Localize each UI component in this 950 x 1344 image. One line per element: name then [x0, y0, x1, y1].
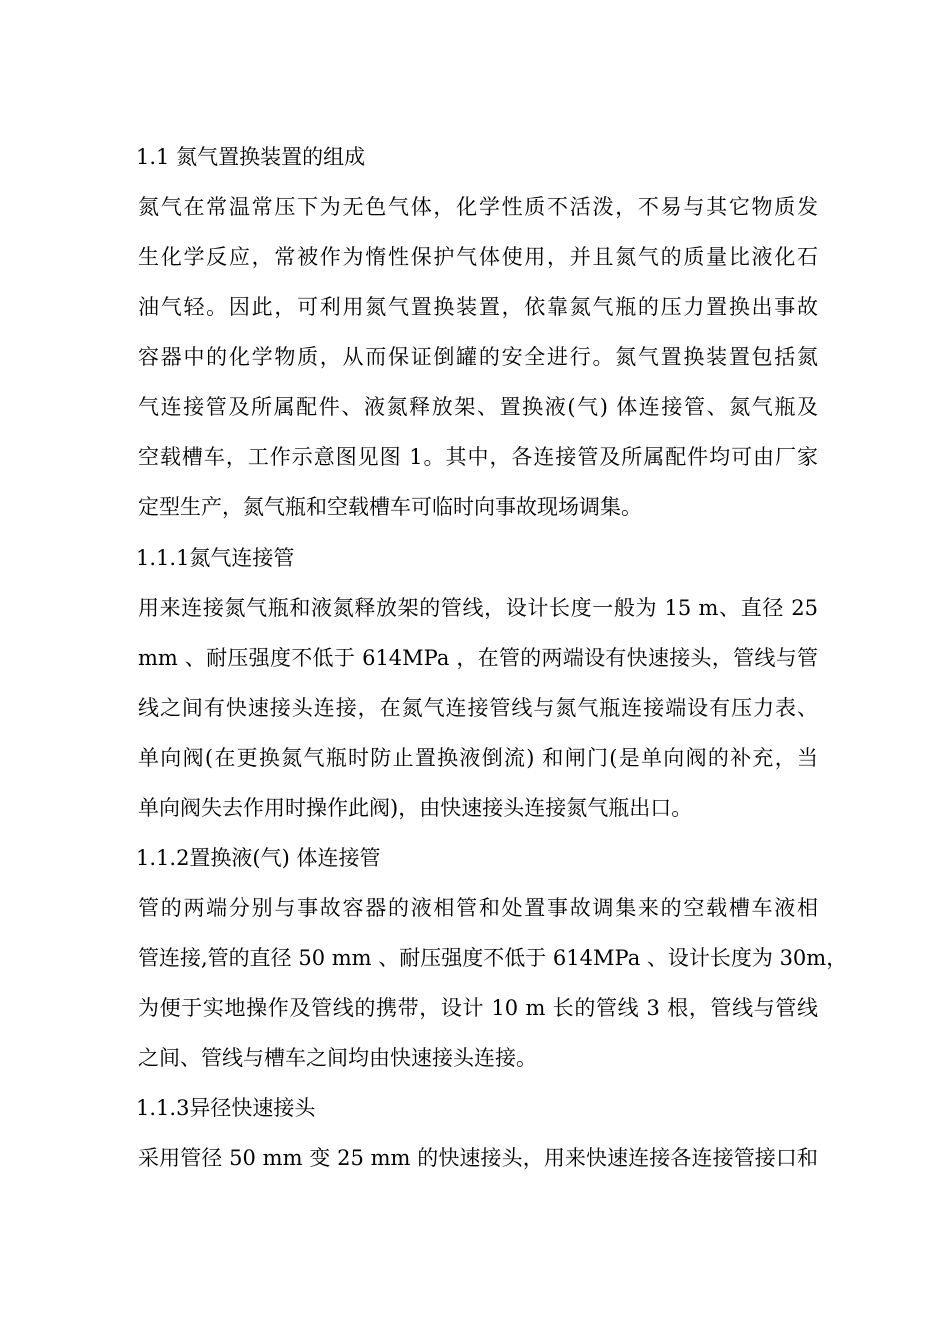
- subsection-paragraph-line: 采用管径 50 mm 变 25 mm 的快速接头，用来快速连接各连接管接口和: [138, 1146, 818, 1170]
- section-paragraph-line: 定型生产，氮气瓶和空载槽车可临时向事故现场调集。: [138, 495, 642, 519]
- subsection-paragraph-line: 线之间有快速接头连接，在氮气连接管线与氮气瓶连接端设有压力表、: [138, 696, 818, 720]
- section-paragraph-line: 气连接管及所属配件、液氮释放架、置换液(气) 体连接管、氮气瓶及: [138, 395, 818, 419]
- subsection-paragraph-line: 为便于实地操作及管线的携带，设计 10 m 长的管线 3 根，管线与管线: [138, 996, 818, 1020]
- subsection-paragraph-line: 单向阀失去作用时操作此阀)，由快速接头连接氮气瓶出口。: [138, 796, 693, 820]
- section-paragraph-line: 油气轻。因此，可利用氮气置换装置，依靠氮气瓶的压力置换出事故: [138, 295, 818, 319]
- section-paragraph-line: 容器中的化学物质，从而保证倒罐的安全进行。氮气置换装置包括氮: [138, 345, 818, 369]
- subsection-paragraph-line: mm 、耐压强度不低于 614MPa ，在管的两端设有快速接头，管线与管: [138, 646, 818, 670]
- section-heading: 1.1 氮气置换装置的组成: [136, 145, 366, 169]
- subsection-heading: 1.1.2置换液(气) 体连接管: [136, 846, 381, 870]
- subsection-paragraph-line: 用来连接氮气瓶和液氮释放架的管线，设计长度一般为 15 m、直径 25: [138, 596, 818, 620]
- section-paragraph-line: 空载槽车，工作示意图见图 1。其中，各连接管及所属配件均可由厂家: [138, 445, 818, 469]
- section-paragraph-line: 生化学反应，常被作为惰性保护气体使用，并且氮气的质量比液化石: [138, 245, 818, 269]
- subsection-paragraph-line: 单向阀(在更换氮气瓶时防止置换液倒流) 和闸门(是单向阀的补充，当: [138, 746, 818, 770]
- subsection-heading: 1.1.3异径快速接头: [136, 1096, 316, 1120]
- subsection-paragraph-line: 管连接,管的直径 50 mm 、耐压强度不低于 614MPa 、设计长度为 30m，: [138, 946, 848, 970]
- subsection-paragraph-line: 之间、管线与槽车之间均由快速接头连接。: [138, 1046, 537, 1070]
- subsection-paragraph-line: 管的两端分别与事故容器的液相管和处置事故调集来的空载槽车液相: [138, 896, 818, 920]
- section-paragraph-line: 氮气在常温常压下为无色气体，化学性质不活泼，不易与其它物质发: [138, 195, 818, 219]
- subsection-heading: 1.1.1氮气连接管: [136, 546, 295, 570]
